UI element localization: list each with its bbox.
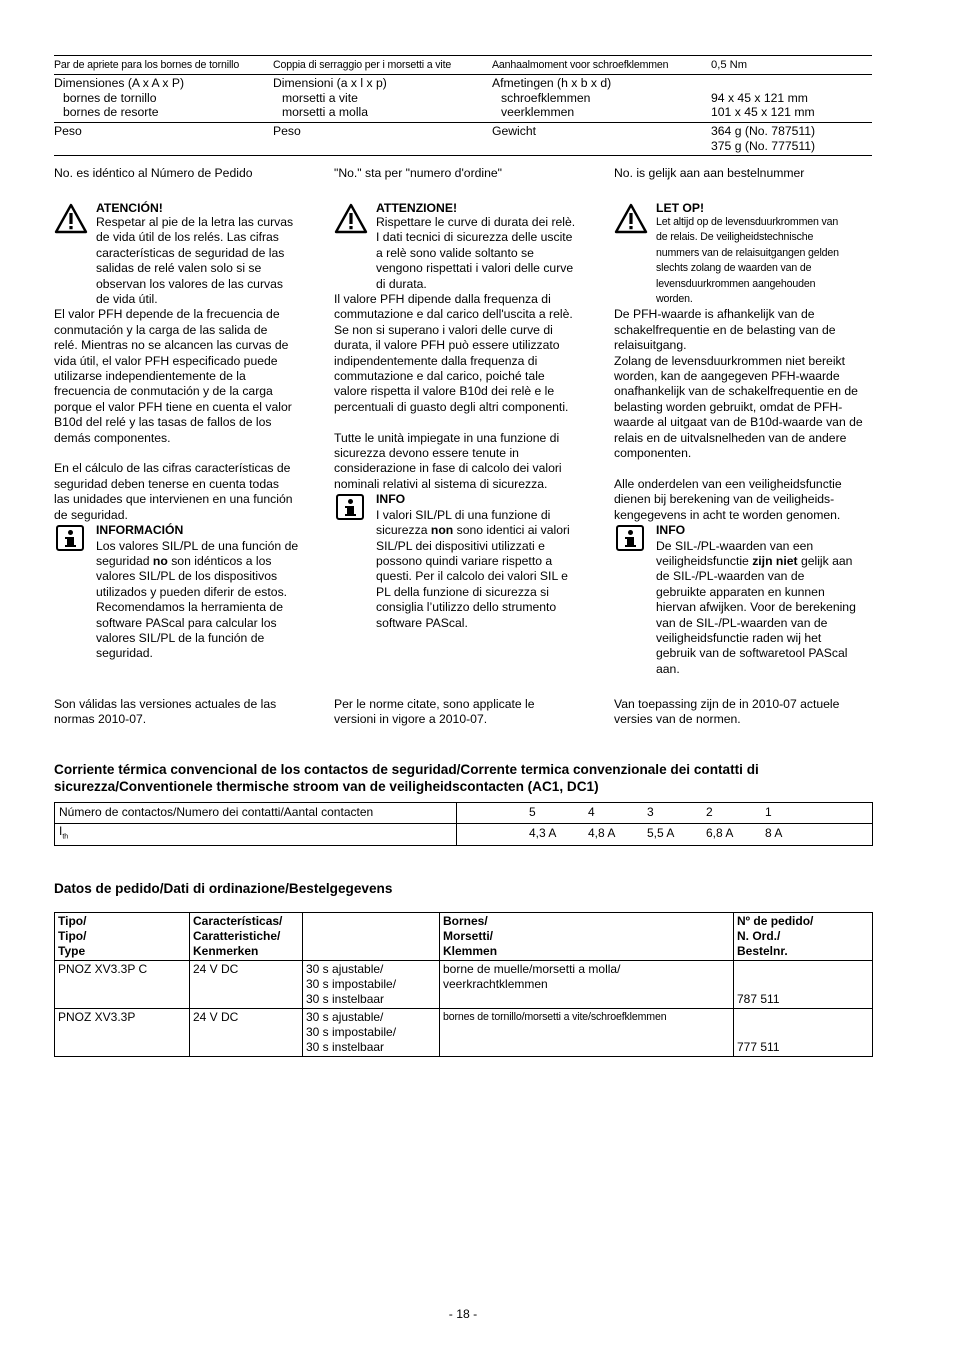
table-row (55, 1009, 873, 1057)
weight-nl: Gewicht (492, 124, 537, 138)
spec-bottom-rule (54, 155, 872, 156)
contacts-2: 2 (706, 805, 713, 819)
terminal-cell: bornes de tornillo/morsetti a vite/schroefklemmen (440, 1009, 734, 1057)
col-features: Características/ Caratteristiche/ Kenmerken (190, 913, 303, 961)
warning-title: ATTENZIONE! (376, 201, 458, 215)
ith-4: 4,8 A (588, 826, 616, 841)
info-block: INFO I valori SIL/PL di una funzione di sicurezza non sono identici ai valori SIL/PL dei dispositivi utilizzati e possono quindi variare rispetto a questi. Per il calcolo dei valori SIL e PL della funzione di sicurezza si consiglia l’utilizzo dello strumento software PAScal. (334, 492, 596, 631)
thermal-heading: Corriente térmica convencional de los contactos de seguridad/Corrente termica convenzionale dei contatti di sicurezza/Conventionele thermische stroom van de veiligheidscontacten (AC1, DC1) (54, 762, 759, 794)
pfh-paragraph: Il valore PFH dipende dalla frequenza di commutazione e dal carico dell'uscita a relè. Se non si superano i valori delle curve di durata, il valore PFH può essere utilizzato indipendentemente dalla frequenza di commutazione e dal carico, poiché tale valore rispetta il valore B10d dei relè e le percentuali di guasto degli altri componenti. (334, 292, 573, 414)
delay-cell: 30 s ajustable/ 30 s impostabile/ 30 s instelbaar (303, 961, 440, 1009)
pfh-paragraph: El valor PFH depende de la frecuencia de conmutación y la carga de las salida de relé. Mientras no se alcancen las curvas de vida útil, el valor PFH especificado puede utilizarse independientemente de la frecuencia de conmutación y de la carga porque el valor PFH tiene en cuenta el valor B10d del relé y las tasas de fallos de los demás componentes. (54, 307, 292, 445)
norms-es: Son válidas las versiones actuales de las normas 2010-07. (54, 697, 277, 727)
contacts-4: 4 (588, 805, 595, 819)
info-block: INFO De SIL-/PL-waarden van een veiligheidsfunctie zijn niet gelijk aan de SIL-/PL-waarden van de gebruikte apparaten en kunnen hiervan afwijken. Voor de berekening van de SIL-/PL-waarden van de veiligheidsfunctie raden wij het gebruik van de softwaretool PAScal aan. (614, 523, 876, 677)
warning-icon (54, 203, 88, 234)
warning-block: ATTENZIONE! Rispettare le curve di durata dei relè. I dati tecnici di sicurezza delle uscite a relè sono valide soltanto se vengono rispettati i valori delle curve di durata. (334, 201, 596, 292)
spec-rule-1 (54, 74, 872, 75)
info-title: INFO (656, 523, 686, 538)
order-number-cell: 777 511 (734, 1009, 873, 1057)
feature-cell: 24 V DC (190, 961, 303, 1009)
dimensions-values: 94 x 45 x 121 mm 101 x 45 x 121 mm (711, 90, 815, 120)
dimensions-es: Dimensiones (A x A x P) bornes de tornillo bornes de resorte (54, 76, 185, 120)
column-es (54, 201, 316, 662)
contacts-5: 5 (529, 805, 536, 819)
units-paragraph: Tutte le unità impiegate in una funzione di sicurezza devono essere tenute in considerazione in fase di calcolo dei valori nominali relativi al sistema di sicurezza. (334, 430, 562, 491)
contacts-3: 3 (647, 805, 654, 819)
note-nl: No. is gelijk aan aan bestelnummer (614, 166, 805, 180)
ith-5: 4,3 A (529, 826, 557, 841)
col-type: Tipo/ Tipo/ Type (55, 913, 190, 961)
warning-block: ATENCIÓN! Respetar al pie de la letra las curvas de vida útil de los relés. Las cifras características de seguridad de las salidas de relé valen solo si se observan los valores de las curvas de vida útil. (54, 201, 316, 307)
torque-value: 0,5 Nm (711, 59, 748, 71)
ith-3: 5,5 A (647, 826, 675, 841)
warning-block: LET OP! Let altijd op de levensduurkrommen van de relais. De veiligheidstechnische nummers van de relaisuitgangen gelden slechts zolang de waarden van de levensduurkrommen aangehouden worden. (614, 201, 876, 307)
info-block: INFORMACIÓN Los valores SIL/PL de una función de seguridad no son idénticos a los valores SIL/PL de los dispositivos utilizados y pueden diferir de estos. Recomendamos la herramienta de software PAScal para calcular los valores SIL/PL de la función de seguridad. (54, 523, 316, 662)
col-delay (303, 913, 440, 961)
delay-cell: 30 s ajustable/ 30 s impostabile/ 30 s instelbaar (303, 1009, 440, 1057)
torque-es: Par de apriete para los bornes de tornillo (54, 59, 240, 71)
dimensions-nl: Afmetingen (h x b x d) schroefklemmen veerklemmen (492, 76, 612, 120)
col-order-number: Nº de pedido/ N. Ord./ Bestelnr. (734, 913, 873, 961)
column-nl (614, 201, 876, 677)
thermal-right-border (872, 802, 873, 845)
thermal-table (54, 802, 873, 846)
units-paragraph: Alle onderdelen van een veiligheidsfunctie dienen bij berekening van de veiligheids- kengegevens in acht te worden genomen. (614, 476, 842, 522)
table-row (55, 961, 873, 1009)
spec-rule-2 (54, 122, 872, 123)
warning-icon (334, 203, 368, 234)
info-icon (56, 525, 84, 551)
warning-title: LET OP! (656, 201, 705, 215)
weight-es: Peso (54, 124, 82, 138)
norms-it: Per le norme citate, sono applicate le versioni in vigore a 2010-07. (334, 697, 535, 727)
table-row (55, 824, 874, 846)
ith-label: $I_{th}$ (55, 824, 457, 846)
page-number: - 18 - (448, 1307, 478, 1321)
contacts-label: Número de contactos/Numero dei contatti/Aantal contacten (55, 803, 457, 824)
torque-it: Coppia di serraggio per i morsetti a vite (273, 59, 452, 71)
note-it: "No." sta per "numero d'ordine" (334, 166, 502, 180)
column-it (334, 201, 596, 631)
warning-title: ATENCIÓN! (96, 201, 163, 215)
type-cell: PNOZ XV3.3P (55, 1009, 190, 1057)
table-row (55, 803, 874, 824)
col-terminals: Bornes/ Morsetti/ Klemmen (440, 913, 734, 961)
units-paragraph: En el cálculo de las cifras características de seguridad deben tenerse en cuenta todas las unidades que intervienen en una función de seguridad. (54, 461, 293, 522)
order-number-cell: 787 511 (734, 961, 873, 1009)
note-es: No. es idéntico al Número de Pedido (54, 166, 253, 180)
info-title: INFORMACIÓN (96, 523, 184, 538)
info-icon (616, 525, 644, 551)
torque-nl: Aanhaalmoment voor schroefklemmen (492, 59, 669, 71)
info-title: INFO (376, 492, 406, 507)
spec-top-rule (54, 55, 872, 56)
feature-cell: 24 V DC (190, 1009, 303, 1057)
contacts-1: 1 (765, 805, 772, 819)
order-table (54, 912, 873, 1057)
pfh-paragraph: De PFH-waarde is afhankelijk van de schakelfrequentie en de belasting van de relaisuitgang. Zolang de levensduurkrommen niet bereikt worden, kan de aangegeven PFH-waarde onafhankelijk van de schakelfrequentie en de belasting worden gebruikt, omdat de PFH- waarde al uitgaat van de B10d-waarde van de relais en de uitvalsnelheden van de andere componenten. (614, 307, 863, 461)
ith-2: 6,8 A (706, 826, 734, 841)
order-heading: Datos de pedido/Dati di ordinazione/Bestelgegevens (54, 881, 393, 896)
type-cell: PNOZ XV3.3P C (55, 961, 190, 1009)
dimensions-it: Dimensioni (a x l x p) morsetti a vite morsetti a molla (273, 76, 387, 120)
warning-icon (614, 203, 648, 234)
ith-1: 8 A (765, 826, 783, 841)
table-header-row (55, 913, 873, 961)
weight-values: 364 g (No. 787511) 375 g (No. 777511) (711, 124, 816, 153)
weight-it: Peso (273, 124, 301, 138)
norms-nl: Van toepassing zijn de in 2010-07 actuele versies van de normen. (614, 697, 840, 727)
terminal-cell: borne de muelle/morsetti a molla/ veerkrachtklemmen (440, 961, 734, 1009)
info-icon (336, 494, 364, 520)
